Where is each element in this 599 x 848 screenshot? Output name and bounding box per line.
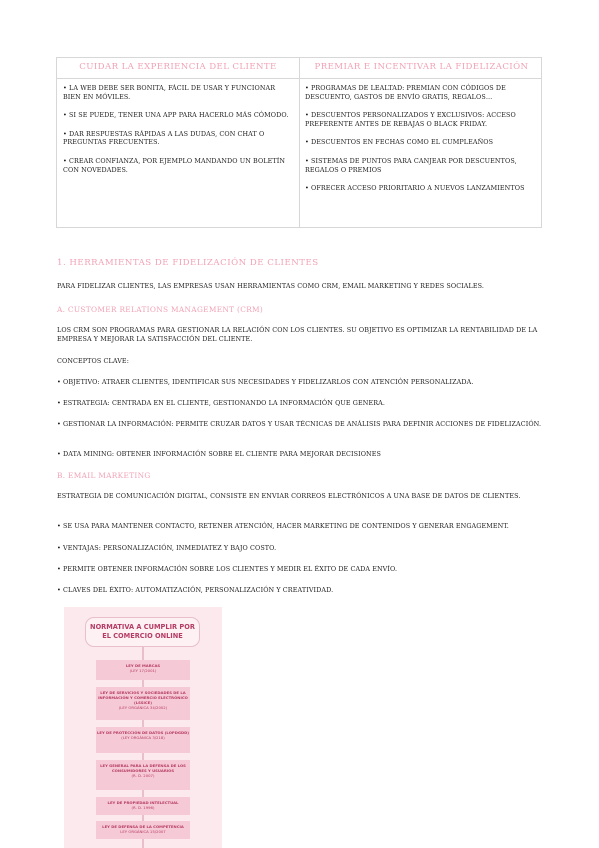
- law-box: [96, 687, 190, 720]
- law-name: LEY DE DEFENSA DE LA COMPETENCIA: [102, 824, 184, 829]
- law-name: LEY DE MARCAS: [125, 663, 161, 668]
- crm-point: • GESTIONAR LA INFORMACIÓN: PERMITE CRUZAR DATOS Y USAR TÉCNICAS DE ANÁLISIS PARA DEFINIR ACCIONES DE FIDELIZACIÓN.: [57, 420, 542, 428]
- table-cell: • SISTEMAS DE PUNTOS PARA CANJEAR POR DESCUENTOS, REGALOS O PREMIOS: [305, 156, 517, 174]
- email-description: ESTRATEGIA DE COMUNICACIÓN DIGITAL, CONSISTE EN ENVIAR CORREOS ELECTRÓNICOS A UNA BASE DE DATOS DE CLIENTES.: [57, 492, 521, 500]
- law-reference: LEY ORGÁNICA 15/2007: [120, 829, 166, 834]
- law-box: [96, 760, 190, 790]
- crm-point: • DATA MINING: OBTENER INFORMACIÓN SOBRE EL CLIENTE PARA MEJORAR DECISIONES: [57, 450, 381, 458]
- table-header-right: PREMIAR E INCENTIVAR LA FIDELIZACIÓN: [314, 62, 529, 72]
- law-name: LEY GENERAL PARA LA DEFENSA DE LOS CONSUMIDORES Y USUARIOS: [100, 763, 186, 773]
- table-header-divider: [57, 78, 541, 79]
- law-box: [96, 797, 190, 815]
- table-cell: • DESCUENTOS PERSONALIZADOS Y EXCLUSIVOS: ACCESO PREFERENTE ANTES DE REBAJAS O BLACK FRIDAY.: [305, 111, 516, 128]
- law-name: LEY DE SERVICIOS Y SOCIEDADES DE LA INFORMACIÓN Y COMERCIO ELECTRÓNICO (LSSICE): [98, 690, 188, 705]
- table-cell: • DAR RESPUESTAS RÁPIDAS A LAS DUDAS, CON CHAT O PREGUNTAS FRECUENTES.: [63, 129, 265, 147]
- table-column-divider: [299, 58, 300, 227]
- table-header-left: CUIDAR LA EXPERIENCIA DEL CLIENTE: [79, 62, 277, 72]
- law-name: LEY DE PROPIEDAD INTELECTUAL: [107, 800, 179, 805]
- crm-heading: A. CUSTOMER RELATIONS MANAGEMENT (CRM): [57, 305, 264, 314]
- law-box: [96, 821, 190, 839]
- table-column-left: [63, 84, 293, 184]
- law-reference: (R. D. 1996): [131, 805, 155, 810]
- table-column-right: [305, 84, 537, 203]
- law-reference: (LEY ORGÁNICA 3/218): [121, 735, 165, 740]
- law-reference: (LEY 17/2001): [129, 668, 157, 673]
- law-reference: (R. D. 2007): [131, 773, 155, 778]
- law-reference: (LEY ORGÁNICA 34/2002): [118, 705, 168, 710]
- law-box: [96, 660, 190, 680]
- crm-description: LOS CRM SON PROGRAMAS PARA GESTIONAR LA RELACIÓN CON LOS CLIENTES. SU OBJETIVO ES OPTIMIZAR LA RENTABILIDAD DE LA EMPRESA Y MEJORAR LA SATISFACCIÓN DEL CLIENTE.: [57, 326, 538, 343]
- email-heading: B. EMAIL MARKETING: [57, 471, 151, 480]
- crm-point: • OBJETIVO: ATRAER CLIENTES, IDENTIFICAR SUS NECESIDADES Y FIDELIZARLOS CON ATENCIÓN PERSONALIZADA.: [57, 378, 474, 386]
- table-cell: • LA WEB DEBE SER BONITA, FÁCIL DE USAR Y FUNCIONAR BIEN EN MÓVILES.: [63, 84, 276, 101]
- email-point: • PERMITE OBTENER INFORMACIÓN SOBRE LOS CLIENTES Y MEDIR EL ÉXITO DE CADA ENVÍO.: [57, 565, 398, 573]
- fidelization-table: [56, 57, 542, 228]
- section-title: 1. HERRAMIENTAS DE FIDELIZACIÓN DE CLIENTES: [57, 258, 319, 268]
- concepts-label: CONCEPTOS CLAVE:: [57, 357, 129, 365]
- table-cell: • SI SE PUEDE, TENER UNA APP PARA HACERLO MÁS CÓMODO.: [63, 111, 289, 120]
- table-cell: • PROGRAMAS DE LEALTAD: PREMIAN CON CÓDIGOS DE DESCUENTO, GASTOS DE ENVÍO GRATIS, REGALOS…: [305, 84, 506, 101]
- regulations-infographic: [64, 607, 222, 848]
- infographic-title: NORMATIVA A CUMPLIR POR EL COMERCIO ONLINE: [85, 617, 200, 647]
- table-cell: • DESCUENTOS EN FECHAS COMO EL CUMPLEAÑOS: [305, 138, 494, 147]
- table-cell: • OFRECER ACCESO PRIORITARIO A NUEVOS LANZAMIENTOS: [305, 184, 525, 193]
- email-point: • CLAVES DEL ÉXITO: AUTOMATIZACIÓN, PERSONALIZACIÓN Y CREATIVIDAD.: [57, 586, 334, 594]
- law-box: [96, 727, 190, 753]
- table-cell: • CREAR CONFIANZA, POR EJEMPLO MANDANDO UN BOLETÍN CON NOVEDADES.: [63, 156, 286, 174]
- email-point: • SE USA PARA MANTENER CONTACTO, RETENER ATENCIÓN, HACER MARKETING DE CONTENIDOS Y GENERAR ENGAGEMENT.: [57, 522, 509, 530]
- email-point: • VENTAJAS: PERSONALIZACIÓN, INMEDIATEZ Y BAJO COSTO.: [57, 544, 277, 552]
- section-intro: PARA FIDELIZAR CLIENTES, LAS EMPRESAS USAN HERRAMIENTAS COMO CRM, EMAIL MARKETING Y REDES SOCIALES.: [57, 282, 485, 290]
- law-name: LEY DE PROTECCIÓN DE DATOS (LOPDGDD): [96, 730, 190, 735]
- crm-point: • ESTRATEGIA: CENTRADA EN EL CLIENTE, GESTIONANDO LA INFORMACIÓN QUE GENERA.: [57, 399, 385, 407]
